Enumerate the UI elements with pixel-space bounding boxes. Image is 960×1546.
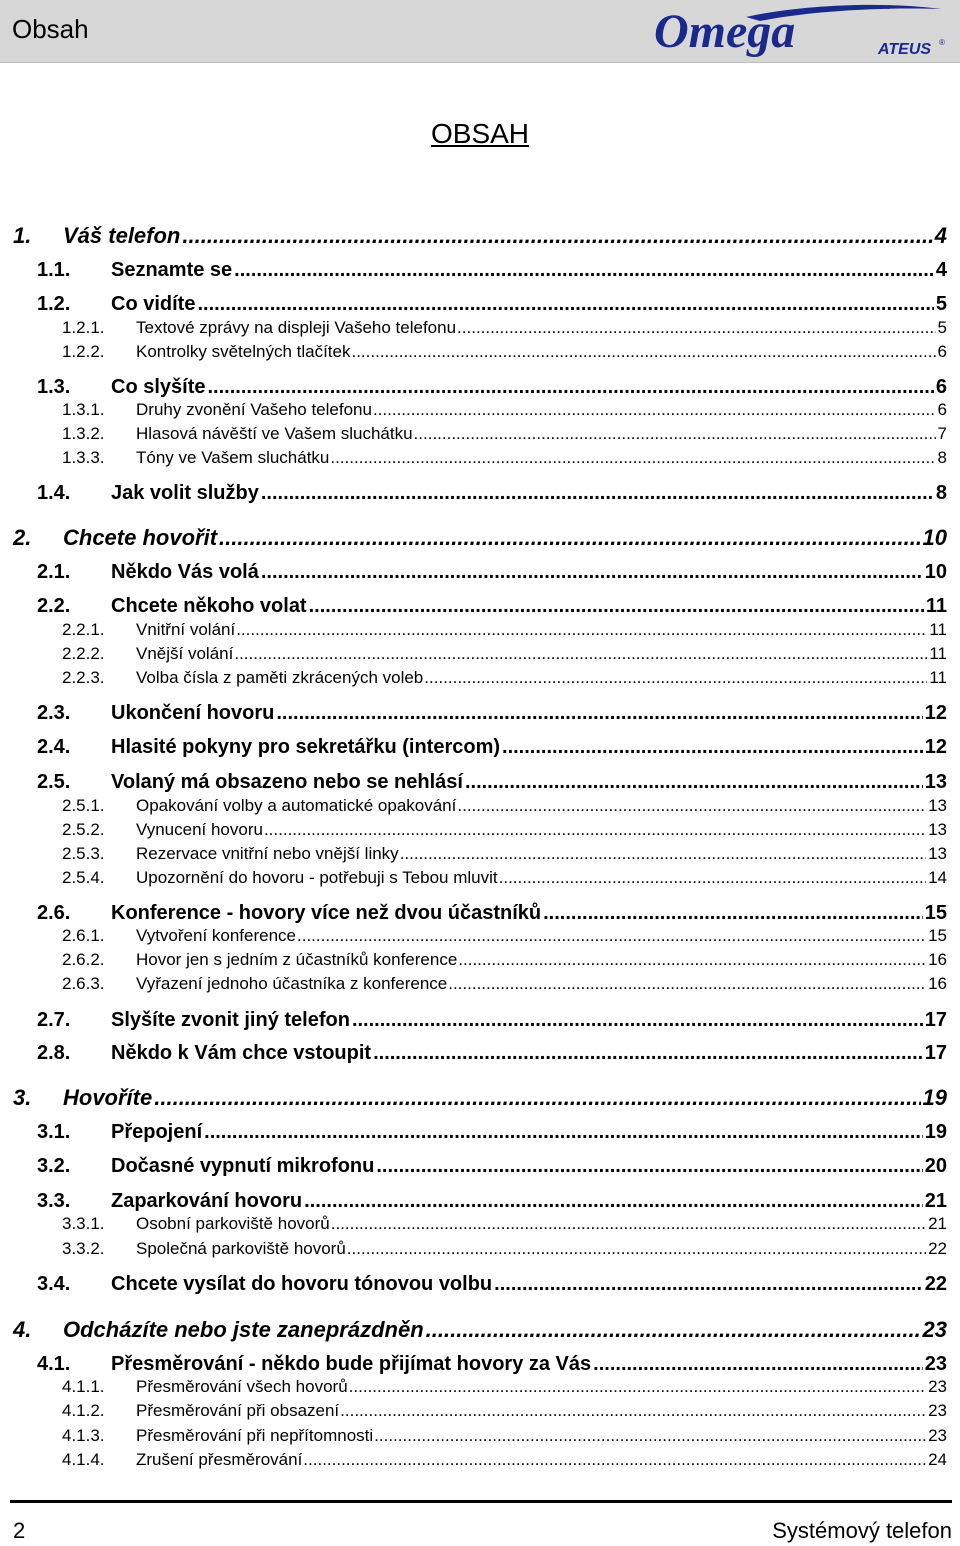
toc-entry-title: Textové zprávy na displeji Vašeho telefonu xyxy=(136,318,457,337)
toc-entry[interactable] xyxy=(13,562,947,582)
toc-entry[interactable] xyxy=(13,1378,947,1395)
toc-entry[interactable] xyxy=(13,1274,947,1294)
toc-entry-number: 1.2.1. xyxy=(62,318,105,337)
logo-subtext: ATEUS xyxy=(878,41,932,58)
toc-entry[interactable] xyxy=(13,1427,947,1444)
toc-leader-dots xyxy=(331,1215,926,1232)
toc-entry-number: 4.1.4. xyxy=(62,1450,105,1469)
toc-entry-number: 2.5. xyxy=(37,771,71,793)
toc-leader-dots xyxy=(374,1427,926,1444)
toc-entry[interactable] xyxy=(13,927,947,944)
toc-entry-page: 23 xyxy=(928,1426,947,1445)
toc-entry[interactable] xyxy=(13,425,947,442)
toc-entry-page: 8 xyxy=(935,482,947,504)
toc-leader-dots xyxy=(330,449,935,466)
toc-entry[interactable] xyxy=(13,1043,947,1063)
toc-entry-title: Konference - hovory více než dvou účastníků xyxy=(111,902,542,924)
toc-entry-title: Dočasné vypnutí mikrofonu xyxy=(111,1155,375,1177)
toc-entry-page: 13 xyxy=(928,820,947,839)
toc-entry-number: 2.2.1. xyxy=(62,620,105,639)
toc-leader-dots xyxy=(414,425,936,442)
toc-entry[interactable] xyxy=(13,903,947,923)
toc-entry[interactable] xyxy=(13,1156,947,1176)
toc-entry-page: 21 xyxy=(928,1214,947,1233)
toc-entry[interactable] xyxy=(13,527,947,549)
toc-entry-number: 4.1.2. xyxy=(62,1401,105,1420)
toc-entry-page: 10 xyxy=(922,525,947,550)
toc-entry[interactable] xyxy=(13,294,947,314)
toc-entry[interactable] xyxy=(13,1215,947,1232)
toc-leader-dots xyxy=(426,1319,921,1341)
toc-leader-dots xyxy=(340,1402,926,1419)
toc-entry-title: Přesměrování při obsazení xyxy=(136,1401,340,1420)
footer-divider xyxy=(10,1500,952,1503)
toc-entry-number: 2. xyxy=(13,525,32,550)
toc-entry-page: 23 xyxy=(928,1377,947,1396)
toc-entry-title: Hlasová návěští ve Vašem sluchátku xyxy=(136,424,413,443)
logo-registered-mark: ® xyxy=(939,38,945,47)
toc-entry-page: 22 xyxy=(924,1273,947,1295)
toc-entry-title: Ukončení hovoru xyxy=(111,702,275,724)
toc-leader-dots xyxy=(154,1087,920,1109)
toc-entry-page: 11 xyxy=(929,644,947,663)
toc-entry[interactable] xyxy=(13,1319,947,1341)
toc-entry-page: 12 xyxy=(924,736,947,758)
toc-entry-page: 23 xyxy=(924,1353,947,1375)
toc-entry[interactable] xyxy=(13,821,947,838)
toc-leader-dots xyxy=(182,225,932,247)
toc-leader-dots xyxy=(207,377,933,397)
toc-entry-page: 10 xyxy=(924,561,947,583)
toc-entry-number: 4.1.3. xyxy=(62,1426,105,1445)
toc-entry-number: 2.7. xyxy=(37,1009,71,1031)
toc-entry-page: 5 xyxy=(935,293,947,315)
toc-entry-number: 1.3. xyxy=(37,376,71,398)
toc-entry[interactable] xyxy=(13,1402,947,1419)
toc-entry-title: Přepojení xyxy=(111,1121,203,1143)
toc-entry-number: 3.1. xyxy=(37,1121,71,1143)
toc-leader-dots xyxy=(347,1240,926,1257)
toc-leader-dots xyxy=(349,1378,926,1395)
toc-entry-number: 1.2.2. xyxy=(62,342,105,361)
toc-entry-number: 3.4. xyxy=(37,1273,71,1295)
toc-entry[interactable] xyxy=(13,669,947,686)
toc-entry-number: 1. xyxy=(13,223,32,248)
toc-entry-title: Vnější volání xyxy=(136,644,234,663)
toc-entry-page: 23 xyxy=(922,1317,947,1342)
toc-entry-page: 20 xyxy=(924,1155,947,1177)
footer-page-number: 2 xyxy=(13,1518,26,1543)
toc-entry-title: Hovor jen s jedním z účastníků konference xyxy=(136,950,458,969)
toc-entry-title: Váš telefon xyxy=(63,223,181,248)
toc-leader-dots xyxy=(297,927,926,944)
toc-leader-dots xyxy=(204,1122,923,1142)
toc-entry[interactable] xyxy=(13,621,947,638)
toc-entry[interactable] xyxy=(13,975,947,992)
toc-entry[interactable] xyxy=(13,1087,947,1109)
toc-entry-page: 13 xyxy=(928,844,947,863)
toc-leader-dots xyxy=(219,527,920,549)
toc-entry-title: Jak volit služby xyxy=(111,482,259,504)
toc-entry-title: Co vidíte xyxy=(111,293,196,315)
toc-entry-title: Chcete hovořit xyxy=(63,525,218,550)
toc-entry-page: 6 xyxy=(937,342,947,361)
toc-leader-dots xyxy=(264,821,926,838)
toc-leader-dots xyxy=(309,596,924,616)
toc-entry-title: Hovoříte xyxy=(63,1085,153,1110)
toc-leader-dots xyxy=(351,343,935,360)
toc-entry-page: 17 xyxy=(924,1042,947,1064)
toc-entry-title: Zaparkování hovoru xyxy=(111,1190,303,1212)
toc-entry-number: 2.5.1. xyxy=(62,796,105,815)
toc-entry-page: 6 xyxy=(935,376,947,398)
toc-entry-number: 2.6.3. xyxy=(62,974,105,993)
toc-entry[interactable] xyxy=(13,1240,947,1257)
toc-entry-number: 2.5.3. xyxy=(62,844,105,863)
toc-leader-dots xyxy=(373,1043,923,1063)
toc-leader-dots xyxy=(261,562,923,582)
toc-entry-page: 23 xyxy=(928,1401,947,1420)
omega-ateus-logo xyxy=(650,3,950,59)
toc-entry-page: 17 xyxy=(924,1009,947,1031)
toc-entry-title: Někdo k Vám chce vstoupit xyxy=(111,1042,372,1064)
toc-leader-dots xyxy=(457,797,926,814)
toc-leader-dots xyxy=(234,645,927,662)
toc-entry-page: 7 xyxy=(937,424,947,443)
toc-entry-number: 1.3.1. xyxy=(62,400,105,419)
toc-entry-number: 2.6.2. xyxy=(62,950,105,969)
toc-entry[interactable] xyxy=(13,845,947,862)
toc-entry-number: 2.4. xyxy=(37,736,71,758)
toc-entry-number: 2.2.2. xyxy=(62,644,105,663)
toc-entry-title: Chcete někoho volat xyxy=(111,595,307,617)
toc-entry-page: 15 xyxy=(924,902,947,924)
toc-entry-number: 1.3.2. xyxy=(62,424,105,443)
toc-entry-number: 2.6.1. xyxy=(62,926,105,945)
toc-entry-title: Vnitřní volání xyxy=(136,620,236,639)
toc-entry-title: Seznamte se xyxy=(111,259,233,281)
toc-entry[interactable] xyxy=(13,319,947,336)
toc-leader-dots xyxy=(457,319,935,336)
toc-entry-title: Přesměrování všech hovorů xyxy=(136,1377,348,1396)
toc-entry-title: Vynucení hovoru xyxy=(136,820,263,839)
toc-entry[interactable] xyxy=(13,703,947,723)
toc-entry-number: 2.5.4. xyxy=(62,868,105,887)
toc-leader-dots xyxy=(276,703,922,723)
toc-entry-title: Vytvoření konference xyxy=(136,926,297,945)
toc-entry[interactable] xyxy=(13,401,947,418)
toc-entry-title: Osobní parkoviště hovorů xyxy=(136,1214,330,1233)
toc-entry[interactable] xyxy=(13,260,947,280)
toc-entry[interactable] xyxy=(13,797,947,814)
toc-entry[interactable] xyxy=(13,596,947,616)
toc-entry-title: Společná parkoviště hovorů xyxy=(136,1239,346,1258)
toc-entry-page: 24 xyxy=(928,1450,947,1469)
toc-leader-dots xyxy=(303,1451,926,1468)
toc-leader-dots xyxy=(458,951,926,968)
toc-entry-number: 3.3. xyxy=(37,1190,71,1212)
toc-leader-dots xyxy=(376,1156,922,1176)
toc-entry[interactable] xyxy=(13,483,947,503)
toc-entry-number: 2.2.3. xyxy=(62,668,105,687)
toc-leader-dots xyxy=(502,737,923,757)
toc-entry-title: Vyřazení jednoho účastníka z konference xyxy=(136,974,448,993)
toc-entry-number: 2.1. xyxy=(37,561,71,583)
toc-entry-title: Přesměrování - někdo bude přijímat hovory za Vás xyxy=(111,1353,592,1375)
toc-entry-page: 13 xyxy=(928,796,947,815)
toc-entry[interactable] xyxy=(13,737,947,757)
toc-entry-page: 16 xyxy=(928,950,947,969)
toc-entry[interactable] xyxy=(13,343,947,360)
toc-leader-dots xyxy=(465,772,923,792)
toc-entry[interactable] xyxy=(13,377,947,397)
toc-entry-title: Někdo Vás volá xyxy=(111,561,259,583)
logo-text: Omega xyxy=(654,5,796,58)
toc-leader-dots xyxy=(593,1354,923,1374)
toc-entry-page: 6 xyxy=(937,400,947,419)
toc-entry-page: 12 xyxy=(924,702,947,724)
toc-entry[interactable] xyxy=(13,1010,947,1030)
toc-entry-page: 19 xyxy=(924,1121,947,1143)
toc-entry-title: Druhy zvonění Vašeho telefonu xyxy=(136,400,372,419)
toc-entry-title: Rezervace vnitřní nebo vnější linky xyxy=(136,844,399,863)
toc-entry-number: 3. xyxy=(13,1085,32,1110)
toc-entry-number: 3.2. xyxy=(37,1155,71,1177)
toc-leader-dots xyxy=(236,621,927,638)
toc-entry-number: 4.1.1. xyxy=(62,1377,105,1396)
toc-entry[interactable] xyxy=(13,869,947,886)
toc-entry-number: 2.8. xyxy=(37,1042,71,1064)
toc-entry-title: Přesměrování při nepřítomnosti xyxy=(136,1426,374,1445)
toc-entry-number: 2.2. xyxy=(37,595,71,617)
toc-entry-page: 11 xyxy=(929,668,947,687)
toc-entry-page: 21 xyxy=(924,1190,947,1212)
toc-entry-title: Kontrolky světelných tlačítek xyxy=(136,342,351,361)
toc-entry-number: 3.3.2. xyxy=(62,1239,105,1258)
toc-entry-number: 2.5.2. xyxy=(62,820,105,839)
toc-leader-dots xyxy=(373,401,936,418)
toc-entry[interactable] xyxy=(13,449,947,466)
toc-entry[interactable] xyxy=(13,951,947,968)
toc-entry[interactable] xyxy=(13,772,947,792)
toc-entry[interactable] xyxy=(13,645,947,662)
toc-entry-title: Hlasité pokyny pro sekretářku (intercom) xyxy=(111,736,501,758)
toc-entry-title: Tóny ve Vašem sluchátku xyxy=(136,448,330,467)
toc-entry-title: Slyšíte zvonit jiný telefon xyxy=(111,1009,350,1031)
toc-entry[interactable] xyxy=(13,1191,947,1211)
toc-entry-page: 13 xyxy=(924,771,947,793)
footer-product-name: Systémový telefon xyxy=(772,1518,952,1543)
toc-entry-number: 1.1. xyxy=(37,259,71,281)
toc-entry-page: 5 xyxy=(937,318,947,337)
toc-entry-number: 4. xyxy=(13,1317,32,1342)
toc-entry-number: 1.3.3. xyxy=(62,448,105,467)
toc-entry-page: 16 xyxy=(928,974,947,993)
toc-entry-page: 22 xyxy=(928,1239,947,1258)
toc-entry-number: 4.1. xyxy=(37,1353,71,1375)
toc-entry[interactable] xyxy=(13,1354,947,1374)
toc-entry-page: 15 xyxy=(928,926,947,945)
toc-leader-dots xyxy=(234,260,934,280)
toc-leader-dots xyxy=(352,1010,923,1030)
toc-entry-number: 3.3.1. xyxy=(62,1214,105,1233)
toc-leader-dots xyxy=(400,845,926,862)
toc-entry-number: 2.6. xyxy=(37,902,71,924)
toc-leader-dots xyxy=(304,1191,923,1211)
toc-entry-title: Opakování volby a automatické opakování xyxy=(136,796,457,815)
toc-entry-number: 2.3. xyxy=(37,702,71,724)
toc-entry[interactable] xyxy=(13,225,947,247)
toc-leader-dots xyxy=(261,483,934,503)
header-title: Obsah xyxy=(12,14,89,44)
toc-entry-title: Upozornění do hovoru - potřebuji s Tebou mluvit xyxy=(136,868,498,887)
toc-entry-page: 4 xyxy=(934,223,947,248)
toc-entry-title: Zrušení přesměrování xyxy=(136,1450,303,1469)
toc-entry-title: Co slyšíte xyxy=(111,376,206,398)
toc-entry-page: 14 xyxy=(928,868,947,887)
toc-leader-dots xyxy=(543,903,923,923)
toc-entry-page: 11 xyxy=(929,620,947,639)
page-header xyxy=(0,0,960,63)
toc-leader-dots xyxy=(494,1274,923,1294)
toc-entry-page: 4 xyxy=(935,259,947,281)
toc-entry-page: 11 xyxy=(925,595,947,617)
toc-entry-title: Volba čísla z paměti zkrácených voleb xyxy=(136,668,424,687)
toc-entry-number: 1.4. xyxy=(37,482,71,504)
toc-entry-page: 8 xyxy=(937,448,947,467)
toc-leader-dots xyxy=(424,669,927,686)
toc-entry-page: 19 xyxy=(922,1085,947,1110)
toc-entry[interactable] xyxy=(13,1451,947,1468)
toc-entry-title: Chcete vysílat do hovoru tónovou volbu xyxy=(111,1273,493,1295)
toc-leader-dots xyxy=(448,975,926,992)
toc-leader-dots xyxy=(197,294,933,314)
toc-entry-title: Odcházíte nebo jste zaneprázdněn xyxy=(63,1317,424,1342)
toc-entry-title: Volaný má obsazeno nebo se nehlásí xyxy=(111,771,463,793)
toc-entry[interactable] xyxy=(13,1122,947,1142)
toc-entry-number: 1.2. xyxy=(37,293,71,315)
toc-leader-dots xyxy=(499,869,926,886)
document-title: OBSAH xyxy=(430,118,530,149)
